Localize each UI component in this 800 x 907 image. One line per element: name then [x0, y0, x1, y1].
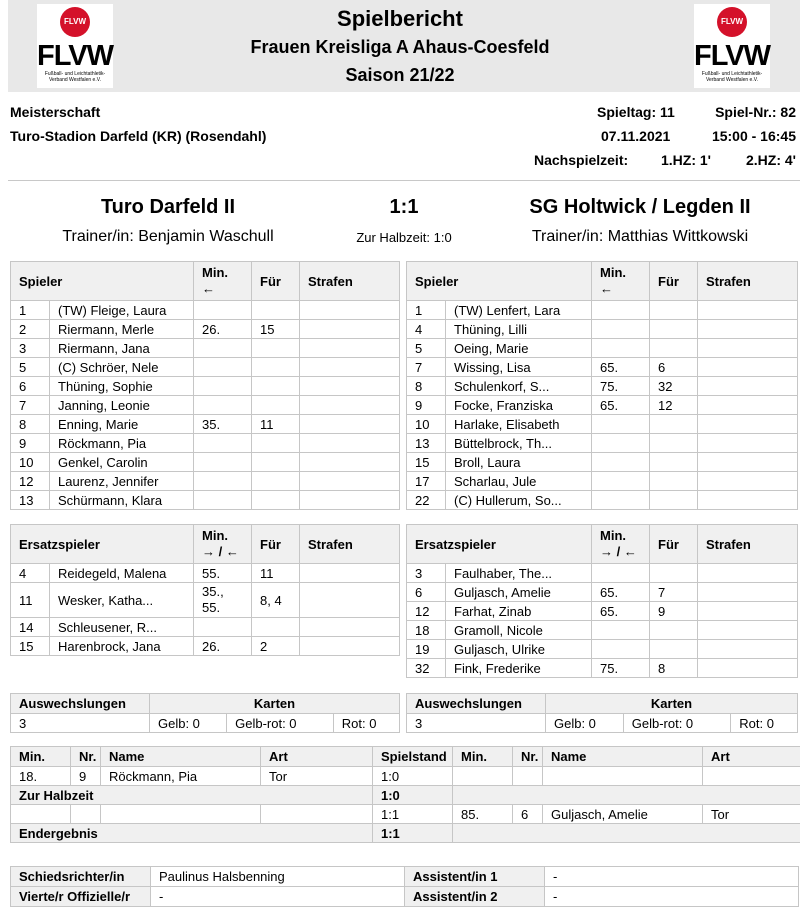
player-penalties	[698, 564, 798, 583]
header-ersatz: Ersatzspieler	[407, 525, 592, 564]
home-lineup-table	[10, 261, 400, 510]
away-players	[407, 301, 798, 510]
assistant2-label: Assistent/in 2	[405, 887, 545, 907]
referee-label: Schiedsrichter/in	[11, 867, 151, 887]
officials-table	[10, 866, 799, 907]
player-penalties	[300, 472, 400, 491]
player-row	[11, 491, 400, 510]
header-strafen: Strafen	[300, 525, 400, 564]
match-number: Spiel-Nr.: 82	[715, 104, 796, 120]
halftime-score: Zur Halbzeit: 1:0	[356, 230, 452, 245]
player-for	[650, 564, 698, 583]
player-penalties	[698, 320, 798, 339]
player-penalties	[300, 637, 400, 656]
player-row	[11, 415, 400, 434]
player-for	[252, 491, 300, 510]
player-name: Genkel, Carolin	[50, 453, 194, 472]
player-penalties	[698, 453, 798, 472]
horse-emblem-icon: FLVW	[60, 7, 90, 37]
halftime-label: Zur Halbzeit	[11, 786, 373, 805]
player-for: 7	[650, 583, 698, 602]
sub-row	[11, 618, 400, 637]
player-number: 15	[11, 637, 50, 656]
player-number: 3	[407, 564, 446, 583]
player-for: 32	[650, 377, 698, 396]
player-minute	[194, 358, 252, 377]
home-subs-count: 3	[11, 714, 150, 733]
player-minute: 65.	[592, 583, 650, 602]
player-number: 1	[11, 301, 50, 320]
final-row	[11, 824, 800, 843]
header-nr: Nr.	[513, 747, 543, 767]
player-name: (TW) Fleige, Laura	[50, 301, 194, 320]
player-name: Focke, Franziska	[446, 396, 592, 415]
away-stats-table	[406, 693, 798, 733]
goal-score: 1:1	[373, 805, 453, 824]
goal-score: 1:0	[373, 767, 453, 786]
header-spieler: Spieler	[11, 262, 194, 301]
player-for	[252, 301, 300, 320]
player-minute: 65.	[592, 396, 650, 415]
header-strafen: Strafen	[698, 262, 798, 301]
player-number: 5	[11, 358, 50, 377]
player-number: 4	[407, 320, 446, 339]
sub-row	[407, 602, 798, 621]
player-minute	[592, 320, 650, 339]
player-minute	[194, 377, 252, 396]
player-number: 32	[407, 659, 446, 678]
sub-row	[407, 659, 798, 678]
header-fuer: Für	[252, 262, 300, 301]
away-subs-count: 3	[407, 714, 546, 733]
player-number: 8	[407, 377, 446, 396]
player-minute	[592, 640, 650, 659]
player-for	[650, 301, 698, 320]
player-name: Thüning, Lilli	[446, 320, 592, 339]
player-number: 6	[407, 583, 446, 602]
goal-row	[11, 767, 800, 786]
player-row	[407, 491, 798, 510]
player-minute	[194, 491, 252, 510]
player-name: (C) Schröer, Nele	[50, 358, 194, 377]
player-name: Scharlau, Jule	[446, 472, 592, 491]
goal-type: Tor	[261, 767, 373, 786]
player-for	[650, 491, 698, 510]
home-trainer: Trainer/in: Benjamin Waschull	[62, 228, 274, 245]
home-players	[11, 301, 400, 510]
home-team: Turo Darfeld II	[100, 196, 236, 218]
player-minute	[592, 621, 650, 640]
goal-minute: 18.	[11, 767, 71, 786]
header-art: Art	[261, 747, 373, 767]
player-name: Oeing, Marie	[446, 339, 592, 358]
venue: Turo-Stadion Darfeld (KR) (Rosendahl)	[10, 128, 267, 144]
home-subs-table	[10, 524, 400, 656]
assistant2-name: -	[545, 887, 799, 907]
player-for	[650, 320, 698, 339]
player-penalties	[300, 583, 400, 618]
player-number: 7	[407, 358, 446, 377]
player-penalties	[698, 621, 798, 640]
player-name: Schürmann, Klara	[50, 491, 194, 510]
header-min: Min. ←	[194, 262, 252, 301]
player-row	[11, 339, 400, 358]
logo-text: FLVW	[37, 40, 113, 72]
player-for	[252, 396, 300, 415]
player-number: 2	[11, 320, 50, 339]
player-for: 9	[650, 602, 698, 621]
fourth-official-label: Vierte/r Offizielle/r	[11, 887, 151, 907]
player-minute	[194, 434, 252, 453]
final-result: 1:1	[373, 824, 453, 843]
league-name: Frauen Kreisliga A Ahaus-Coesfeld	[250, 37, 550, 57]
horse-emblem-icon: FLVW	[717, 7, 747, 37]
player-row	[407, 396, 798, 415]
final-score: 1:1	[389, 196, 419, 218]
player-row	[11, 301, 400, 320]
goal-nr: 9	[71, 767, 101, 786]
sub-row	[11, 637, 400, 656]
player-name: Farhat, Zinab	[446, 602, 592, 621]
player-number: 15	[407, 453, 446, 472]
player-penalties	[698, 583, 798, 602]
header-min: Min.	[11, 747, 71, 767]
player-row	[407, 377, 798, 396]
player-minute	[592, 564, 650, 583]
header-ersatz: Ersatzspieler	[11, 525, 194, 564]
player-name: Büttelbrock, Th...	[446, 434, 592, 453]
player-penalties	[300, 377, 400, 396]
player-number: 12	[407, 602, 446, 621]
page-title: Spielbericht	[337, 6, 463, 31]
fourth-official-name: -	[151, 887, 405, 907]
player-row	[407, 358, 798, 377]
player-name: (TW) Lenfert, Lara	[446, 301, 592, 320]
player-number: 14	[11, 618, 50, 637]
player-number: 5	[407, 339, 446, 358]
player-penalties	[698, 640, 798, 659]
player-row	[407, 434, 798, 453]
extra-time-label: Nachspielzeit:	[534, 152, 629, 168]
sub-row	[11, 583, 400, 618]
player-penalties	[698, 472, 798, 491]
player-name: Guljasch, Ulrike	[446, 640, 592, 659]
header-min: Min. → / ←	[194, 525, 252, 564]
assistant1-name: -	[545, 867, 799, 887]
header-fuer: Für	[252, 525, 300, 564]
player-name: Wissing, Lisa	[446, 358, 592, 377]
player-number: 6	[11, 377, 50, 396]
home-subs	[11, 564, 400, 656]
player-name: (C) Hullerum, So...	[446, 491, 592, 510]
player-number: 17	[407, 472, 446, 491]
player-minute	[194, 301, 252, 320]
logo-text: FLVW	[694, 40, 770, 72]
halftime-row	[11, 786, 800, 805]
home-stats-table	[10, 693, 400, 733]
player-name: Laurenz, Jennifer	[50, 472, 194, 491]
player-penalties	[300, 453, 400, 472]
player-for	[650, 621, 698, 640]
player-number: 9	[407, 396, 446, 415]
header-cards: Karten	[150, 694, 400, 714]
player-name: Broll, Laura	[446, 453, 592, 472]
player-row	[11, 320, 400, 339]
player-minute: 26.	[194, 320, 252, 339]
player-for	[650, 415, 698, 434]
player-for	[252, 377, 300, 396]
player-penalties	[698, 434, 798, 453]
player-row	[407, 472, 798, 491]
player-minute: 35.	[194, 415, 252, 434]
player-minute: 75.	[592, 377, 650, 396]
player-number: 10	[11, 453, 50, 472]
player-minute	[194, 339, 252, 358]
header-fuer: Für	[650, 525, 698, 564]
player-number: 10	[407, 415, 446, 434]
match-date: 07.11.2021	[601, 128, 671, 144]
player-minute	[592, 472, 650, 491]
player-for	[252, 434, 300, 453]
player-number: 13	[407, 434, 446, 453]
goal-name: Guljasch, Amelie	[543, 805, 703, 824]
sub-row	[11, 564, 400, 583]
player-minute: 35., 55.	[194, 583, 252, 618]
match-time: 15:00 - 16:45	[711, 128, 796, 144]
sub-row	[407, 583, 798, 602]
player-penalties	[300, 320, 400, 339]
player-number: 4	[11, 564, 50, 583]
player-for: 12	[650, 396, 698, 415]
player-for	[650, 434, 698, 453]
final-label: Endergebnis	[11, 824, 373, 843]
player-penalties	[698, 602, 798, 621]
player-name: Harlake, Elisabeth	[446, 415, 592, 434]
player-minute	[194, 396, 252, 415]
header-name: Name	[101, 747, 261, 767]
player-name: Harenbrock, Jana	[50, 637, 194, 656]
player-minute	[592, 434, 650, 453]
away-subs-table	[406, 524, 798, 678]
player-for: 11	[252, 415, 300, 434]
player-minute	[592, 415, 650, 434]
player-name: Reidegeld, Malena	[50, 564, 194, 583]
player-minute	[194, 472, 252, 491]
goals-table	[10, 746, 800, 843]
player-penalties	[300, 618, 400, 637]
player-row	[407, 415, 798, 434]
player-number: 12	[11, 472, 50, 491]
referee-name: Paulinus Halsbenning	[151, 867, 405, 887]
player-minute: 55.	[194, 564, 252, 583]
header-min: Min. ←	[592, 262, 650, 301]
player-number: 22	[407, 491, 446, 510]
player-number: 1	[407, 301, 446, 320]
header-nr: Nr.	[71, 747, 101, 767]
player-minute: 26.	[194, 637, 252, 656]
player-name: Guljasch, Amelie	[446, 583, 592, 602]
player-name: Fink, Frederike	[446, 659, 592, 678]
header-min: Min.	[453, 747, 513, 767]
away-yellow-red: Gelb-rot: 0	[623, 714, 731, 733]
player-for: 11	[252, 564, 300, 583]
player-for	[252, 618, 300, 637]
player-row	[407, 339, 798, 358]
away-team: SG Holtwick / Legden II	[529, 196, 751, 218]
player-for	[650, 640, 698, 659]
assistant1-label: Assistent/in 1	[405, 867, 545, 887]
player-for: 8	[650, 659, 698, 678]
player-minute	[592, 453, 650, 472]
player-for	[650, 453, 698, 472]
player-penalties	[698, 377, 798, 396]
player-name: Janning, Leonie	[50, 396, 194, 415]
away-red: Rot: 0	[731, 714, 798, 733]
player-name: Faulhaber, The...	[446, 564, 592, 583]
player-penalties	[698, 491, 798, 510]
halftime-result: 1:0	[373, 786, 453, 805]
header-name: Name	[543, 747, 703, 767]
player-minute: 65.	[592, 602, 650, 621]
player-name: Wesker, Katha...	[50, 583, 194, 618]
header-art: Art	[703, 747, 800, 767]
player-minute	[194, 453, 252, 472]
player-row	[407, 301, 798, 320]
matchday: Spieltag: 11	[597, 104, 675, 120]
player-for	[252, 453, 300, 472]
away-trainer: Trainer/in: Matthias Wittkowski	[531, 228, 749, 245]
player-number: 19	[407, 640, 446, 659]
player-for: 6	[650, 358, 698, 377]
player-row	[11, 453, 400, 472]
sub-row	[407, 564, 798, 583]
home-red: Rot: 0	[333, 714, 399, 733]
away-yellow: Gelb: 0	[546, 714, 624, 733]
divider	[8, 180, 800, 181]
header-fuer: Für	[650, 262, 698, 301]
player-penalties	[300, 358, 400, 377]
player-for: 8, 4	[252, 583, 300, 618]
player-row	[407, 320, 798, 339]
player-penalties	[300, 415, 400, 434]
player-minute	[592, 339, 650, 358]
away-lineup-table	[406, 261, 798, 510]
player-number: 18	[407, 621, 446, 640]
away-subs	[407, 564, 798, 678]
home-yellow-red: Gelb-rot: 0	[227, 714, 334, 733]
player-number: 13	[11, 491, 50, 510]
player-minute	[592, 301, 650, 320]
player-name: Schulenkorf, S...	[446, 377, 592, 396]
player-minute: 75.	[592, 659, 650, 678]
player-number: 7	[11, 396, 50, 415]
header-strafen: Strafen	[698, 525, 798, 564]
player-for	[650, 339, 698, 358]
goal-row	[11, 805, 800, 824]
player-for	[252, 472, 300, 491]
goal-name: Röckmann, Pia	[101, 767, 261, 786]
player-name: Riermann, Merle	[50, 320, 194, 339]
player-name: Schleusener, R...	[50, 618, 194, 637]
player-row	[11, 377, 400, 396]
competition: Meisterschaft	[10, 104, 101, 120]
player-for	[252, 358, 300, 377]
player-row	[11, 358, 400, 377]
header-subs: Auswechslungen	[11, 694, 150, 714]
player-penalties	[698, 415, 798, 434]
player-row	[11, 434, 400, 453]
player-minute: 65.	[592, 358, 650, 377]
sub-row	[407, 621, 798, 640]
player-number: 9	[11, 434, 50, 453]
player-for	[252, 339, 300, 358]
player-row	[11, 396, 400, 415]
header-subs: Auswechslungen	[407, 694, 546, 714]
player-name: Röckmann, Pia	[50, 434, 194, 453]
player-for: 15	[252, 320, 300, 339]
player-name: Gramoll, Nicole	[446, 621, 592, 640]
player-row	[407, 453, 798, 472]
player-penalties	[300, 434, 400, 453]
goal-nr: 6	[513, 805, 543, 824]
goal-type: Tor	[703, 805, 800, 824]
player-penalties	[698, 396, 798, 415]
logo-subtext: Fußball- und Leichtathletik-Verband Westfalen e.V.	[701, 71, 763, 83]
player-penalties	[698, 339, 798, 358]
player-name: Enning, Marie	[50, 415, 194, 434]
player-penalties	[698, 301, 798, 320]
player-minute	[194, 618, 252, 637]
player-penalties	[300, 491, 400, 510]
header-strafen: Strafen	[300, 262, 400, 301]
goal-minute: 85.	[453, 805, 513, 824]
player-number: 8	[11, 415, 50, 434]
season: Saison 21/22	[345, 65, 455, 85]
player-number: 3	[11, 339, 50, 358]
player-for: 2	[252, 637, 300, 656]
header-spieler: Spieler	[407, 262, 592, 301]
sub-row	[407, 640, 798, 659]
player-penalties	[300, 564, 400, 583]
player-row	[11, 472, 400, 491]
player-for	[650, 472, 698, 491]
player-number: 11	[11, 583, 50, 618]
extra-time-h2: 2.HZ: 4'	[745, 152, 796, 168]
player-penalties	[698, 358, 798, 377]
player-name: Riermann, Jana	[50, 339, 194, 358]
extra-time-h1: 1.HZ: 1'	[661, 152, 712, 168]
player-minute	[592, 491, 650, 510]
player-penalties	[300, 339, 400, 358]
header-cards: Karten	[546, 694, 798, 714]
logo-subtext: Fußball- und Leichtathletik-Verband Westfalen e.V.	[44, 71, 106, 83]
header-spielstand: Spielstand	[373, 747, 453, 767]
player-penalties	[300, 301, 400, 320]
player-penalties	[300, 396, 400, 415]
player-penalties	[698, 659, 798, 678]
header-min: Min. → / ←	[592, 525, 650, 564]
home-yellow: Gelb: 0	[150, 714, 227, 733]
player-name: Thüning, Sophie	[50, 377, 194, 396]
